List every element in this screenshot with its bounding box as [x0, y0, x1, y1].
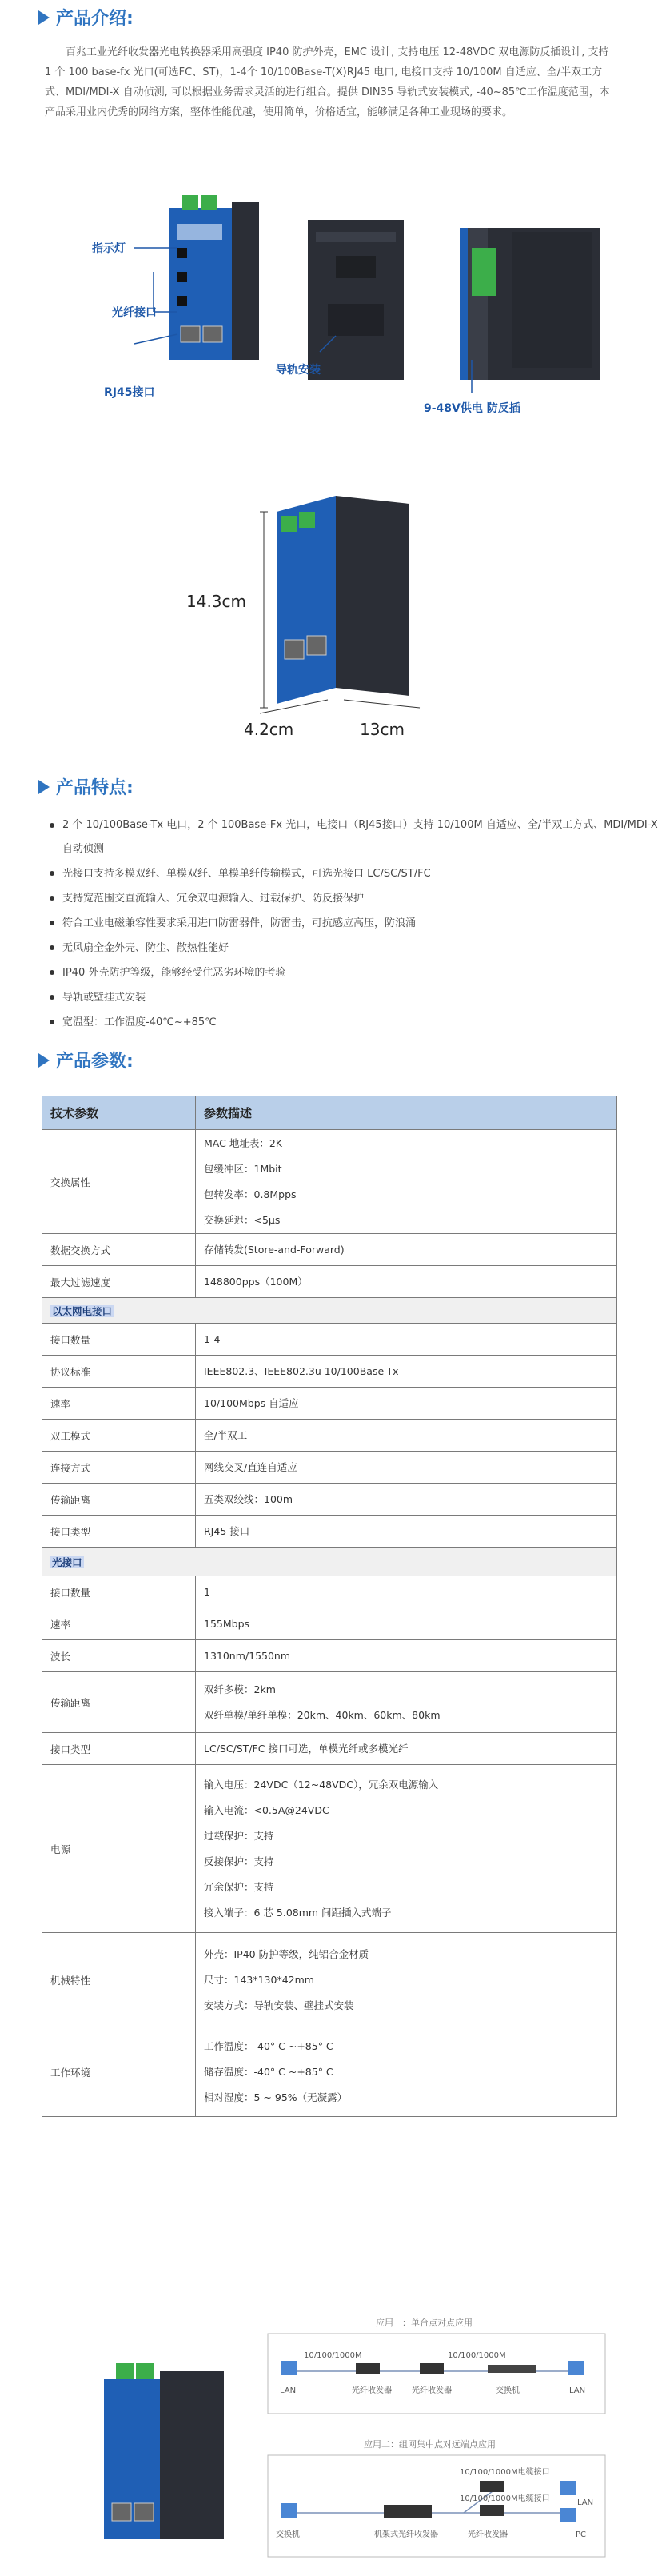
row-value: 1 — [196, 1576, 617, 1608]
dim-width: 13cm — [360, 720, 405, 739]
row-key: 速率 — [42, 1608, 196, 1640]
value-line: 双纤单模/单纤单模：20km、40km、60km、80km — [204, 1708, 441, 1721]
triangle-icon — [38, 1053, 50, 1068]
dim-height: 14.3cm — [186, 592, 247, 611]
table-row — [42, 1420, 617, 1452]
row-key: 工作环境 — [42, 2027, 196, 2117]
pc-icon — [281, 2361, 297, 2375]
row-value — [196, 1672, 617, 1733]
table-row — [42, 1765, 617, 1933]
value-line: 输入电压：24VDC（12~48VDC），冗余双电源输入 — [204, 1778, 439, 1791]
group-label-text: 以太网电接口 — [52, 1304, 113, 1317]
row-value — [196, 1765, 617, 1933]
row-value — [196, 2027, 617, 2117]
table-row — [42, 1516, 617, 1548]
application-diagram — [0, 2303, 658, 2573]
callout-power: 9-48V供电 防反插 — [424, 402, 520, 415]
group-label — [42, 1548, 617, 1576]
row-key: 连接方式 — [42, 1452, 196, 1484]
table-row — [42, 1608, 617, 1640]
table-row — [42, 2027, 617, 2117]
app-rack: 机架式光纤收发器 — [374, 2530, 438, 2539]
group-label — [42, 1298, 617, 1324]
row-value: 1310nm/1550nm — [196, 1640, 617, 1672]
header-param: 技术参数 — [42, 1096, 196, 1130]
intro-paragraph: 百兆工业光纤收发器光电转换器采用高强度 IP40 防护外壳，EMC 设计, 支持电压 12-48VDC 双电源防反插设计, 支持 1 个 100 base-fx 光口(可选FC、ST)，1-4个 10/100Base-T(X)RJ45 电口, 电接口支持 10/100M 自适应、全/半双工方式、MDI/MDI-X 自动侦测, 可以根据业务需求灵活的进行组合。提供 DIN35 导轨式安装模式, -40~85℃工作温度范围，本产品采用业内优秀的网络方案，整体性能优越，使用简单，价格适宜，能够满足各种工业现场的要求。 — [45, 46, 610, 118]
device-iso-image — [277, 496, 409, 704]
switch-icon — [488, 2365, 536, 2373]
feature-item: IP40 外壳防护等级，能够经受住恶劣环境的考验 — [62, 961, 658, 985]
pc-icon — [560, 2481, 576, 2495]
callout-indicator: 指示灯 — [92, 242, 126, 255]
app-lan-2: LAN — [569, 2386, 586, 2395]
row-key: 接口类型 — [42, 1516, 196, 1548]
value-line: 安装方式：导轨安装、壁挂式安装 — [204, 1999, 354, 2011]
table-row — [42, 1452, 617, 1484]
app1-title: 应用一：单台点对点应用 — [376, 2318, 473, 2328]
app-speed-3: 10/100/1000M电缆接口 — [460, 2468, 550, 2477]
row-value: 全/半双工 — [196, 1420, 617, 1452]
feature-item: 导轨或壁挂式安装 — [62, 985, 658, 1010]
feature-item: 2 个 10/100Base-Tx 电口，2 个 100Base-Fx 光口，电接口（RJ45接口）支持 10/100M 自适应、全/半双工方式、MDI/MDI-X 自动侦测 — [62, 813, 658, 861]
row-value: 155Mbps — [196, 1608, 617, 1640]
row-value: 五类双绞线：100m — [196, 1484, 617, 1516]
callout-rail: 导轨安装 — [276, 364, 321, 377]
value-line: 交换延迟：<5μs — [204, 1213, 281, 1226]
value-line: 输入电流：<0.5A@24VDC — [204, 1803, 329, 1816]
row-key: 协议标准 — [42, 1356, 196, 1388]
app-lan-1: LAN — [280, 2386, 297, 2395]
feature-item: 光接口支持多模双纤、单模双纤、单模单纤传输模式，可选光接口 LC/SC/ST/FC — [62, 861, 658, 886]
intro-section — [0, 0, 658, 122]
row-value: LC/SC/ST/FC 接口可选，单模光纤或多模光纤 — [196, 1733, 617, 1765]
row-key: 接口数量 — [42, 1576, 196, 1608]
app-switch: 交换机 — [496, 2386, 520, 2395]
value-line: 包缓冲区：1Mbit — [204, 1162, 282, 1175]
row-value: 1-4 — [196, 1324, 617, 1356]
app-conv-c: 光纤收发器 — [468, 2530, 508, 2539]
value-line: 反接保护：支持 — [204, 1855, 274, 1867]
group-label-text: 光接口 — [52, 1556, 82, 1568]
row-value: 10/100Mbps 自适应 — [196, 1388, 617, 1420]
value-line: 冗余保护：支持 — [204, 1880, 274, 1893]
row-key: 波长 — [42, 1640, 196, 1672]
value-line: 双纤多模：2km — [204, 1683, 276, 1695]
application-figure — [0, 2303, 658, 2573]
intro-title — [0, 5, 658, 30]
row-value: 存储转发(Store-and-Forward) — [196, 1234, 617, 1266]
row-value: RJ45 接口 — [196, 1516, 617, 1548]
app-speed-4: 10/100/1000M电缆接口 — [460, 2494, 550, 2503]
pc-icon — [568, 2361, 584, 2375]
table-row — [42, 1576, 617, 1608]
converter-icon — [420, 2363, 444, 2374]
dimension-figure — [0, 480, 658, 752]
row-value: 148800pps（100M） — [196, 1266, 617, 1298]
params-title — [0, 1048, 658, 1072]
table-row — [42, 1388, 617, 1420]
dim-depth: 4.2cm — [244, 720, 294, 739]
table-row — [42, 1640, 617, 1672]
triangle-icon — [38, 780, 50, 794]
product-images-row — [0, 184, 658, 440]
value-line: 接入端子：6 芯 5.08mm 间距插入式端子 — [204, 1906, 392, 1919]
row-key: 接口类型 — [42, 1733, 196, 1765]
converter-icon — [480, 2505, 504, 2516]
row-key: 速率 — [42, 1388, 196, 1420]
header-desc: 参数描述 — [196, 1096, 617, 1130]
value-line: 储存温度：-40° C ~+85° C — [204, 2065, 333, 2078]
device-rear-image — [308, 220, 404, 380]
table-row — [42, 1484, 617, 1516]
value-line: MAC 地址表：2K — [204, 1136, 282, 1149]
row-key: 接口数量 — [42, 1324, 196, 1356]
row-key: 双工模式 — [42, 1420, 196, 1452]
app-pc: PC — [576, 2530, 587, 2539]
table-row — [42, 1130, 617, 1234]
device-side-image — [460, 228, 600, 380]
row-key: 传输距离 — [42, 1672, 196, 1733]
app2-title: 应用二：组网集中点对远端点应用 — [364, 2439, 496, 2450]
value-line: 相对湿度：5 ~ 95%（无凝露） — [204, 2091, 348, 2103]
rack-icon — [384, 2505, 432, 2518]
spec-table — [42, 1096, 617, 2117]
row-value: 网线交叉/直连自适应 — [196, 1452, 617, 1484]
row-key: 最大过滤速度 — [42, 1266, 196, 1298]
table-group-row — [42, 1548, 617, 1576]
row-key: 交换属性 — [42, 1130, 196, 1234]
callout-rj45: RJ45接口 — [104, 386, 155, 399]
row-key: 传输距离 — [42, 1484, 196, 1516]
table-group-row — [42, 1298, 617, 1324]
intro-title-text: 产品介绍: — [56, 9, 134, 29]
features-title-text: 产品特点: — [56, 778, 134, 798]
features-list — [0, 813, 658, 1035]
app-speed-2: 10/100/1000M — [448, 2351, 506, 2360]
table-row — [42, 1266, 617, 1298]
row-key: 电源 — [42, 1765, 196, 1933]
table-row — [42, 1733, 617, 1765]
pc-icon — [281, 2503, 297, 2518]
app-speed-1: 10/100/1000M — [304, 2351, 362, 2360]
feature-item: 符合工业电磁兼容性要求采用进口防雷器件，防雷击，可抗感应高压，防浪涌 — [62, 911, 658, 936]
value-line: 尺寸：143*130*42mm — [204, 1973, 314, 1986]
value-line: 外壳：IP40 防护等级，纯铝合金材质 — [204, 1947, 369, 1960]
device-front-image — [169, 195, 259, 360]
value-line: 工作温度：-40° C ~+85° C — [204, 2039, 333, 2052]
pc-icon — [560, 2508, 576, 2522]
converter-icon — [480, 2481, 504, 2492]
feature-item: 无风扇全金外壳、防尘、散热性能好 — [62, 936, 658, 961]
callout-fiber: 光纤接口 — [112, 306, 157, 319]
triangle-icon — [38, 10, 50, 25]
value-line: 包转发率：0.8Mpps — [204, 1188, 297, 1200]
table-row — [42, 1356, 617, 1388]
row-key: 数据交换方式 — [42, 1234, 196, 1266]
row-value — [196, 1130, 617, 1234]
feature-item: 支持宽范围交直流输入、冗余双电源输入、过载保护、防反接保护 — [62, 886, 658, 911]
converter-icon — [356, 2363, 380, 2374]
row-value: IEEE802.3、IEEE802.3u 10/100Base-Tx — [196, 1356, 617, 1388]
app-lan-3: LAN — [577, 2498, 594, 2507]
features-section — [0, 774, 658, 1035]
app-conv-b: 光纤收发器 — [412, 2386, 452, 2395]
feature-item: 宽温型：工作温度-40℃~+85℃ — [62, 1010, 658, 1035]
dimension-drawing — [0, 480, 658, 752]
table-header-row — [42, 1096, 617, 1130]
app-switch-2: 交换机 — [276, 2530, 300, 2539]
table-row — [42, 1324, 617, 1356]
app2-box — [268, 2455, 605, 2557]
row-value — [196, 1933, 617, 2027]
params-title-text: 产品参数: — [56, 1052, 134, 1072]
params-section — [0, 1048, 658, 1072]
product-photos — [0, 184, 658, 440]
table-row — [42, 1933, 617, 2027]
value-line: 过载保护：支持 — [204, 1829, 274, 1842]
table-row — [42, 1672, 617, 1733]
features-title — [0, 774, 658, 799]
row-key: 机械特性 — [42, 1933, 196, 2027]
app-conv-a: 光纤收发器 — [352, 2386, 392, 2395]
table-row — [42, 1234, 617, 1266]
device-app-image — [104, 2363, 224, 2539]
